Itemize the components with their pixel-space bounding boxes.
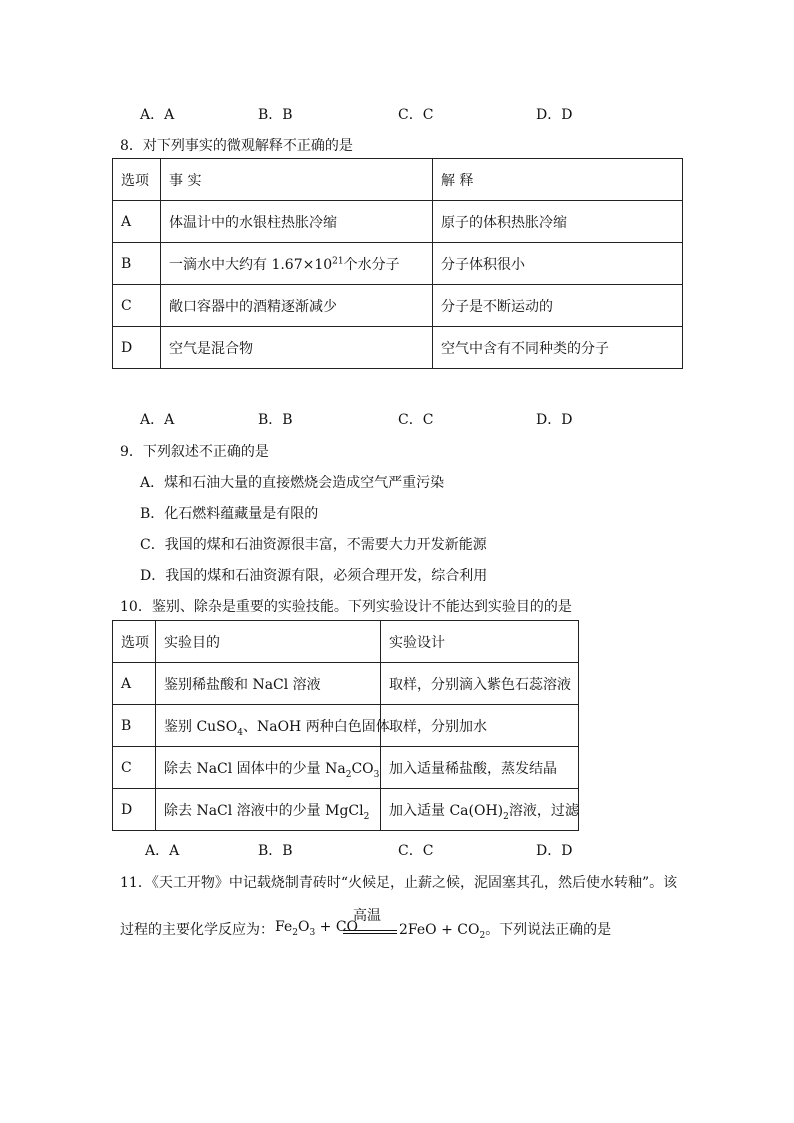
reactant-fe: Fe xyxy=(275,919,293,935)
row-design: 加入适量稀盐酸，蒸发结晶 xyxy=(381,747,579,789)
header-goal: 实验目的 xyxy=(156,621,381,663)
table-row xyxy=(113,243,683,285)
reaction-condition: 高温 xyxy=(353,908,381,924)
reactant-co: + CO xyxy=(315,919,359,935)
options-row-q7 xyxy=(0,104,794,124)
goal-text-end: 、NaOH 两种白色固体 xyxy=(242,718,390,735)
subscript: 3 xyxy=(373,769,380,780)
subscript: 2 xyxy=(503,811,509,822)
header-option: 选项 xyxy=(113,621,156,663)
table-row xyxy=(113,663,579,705)
row-option: C xyxy=(113,285,161,327)
products-text: 2FeO + CO xyxy=(399,922,480,938)
row-explain: 分子体积很小 xyxy=(433,243,683,285)
subscript: 4 xyxy=(237,727,243,738)
row-option: A xyxy=(113,201,161,243)
row-design: 取样，分别滴入紫色石蕊溶液 xyxy=(381,663,579,705)
subscript: 2 xyxy=(292,927,298,938)
header-explain: 解 释 xyxy=(433,159,683,201)
option-a[interactable]: A．A xyxy=(145,843,180,859)
row-fact: 敞口容器中的酒精逐渐减少 xyxy=(161,285,433,327)
subscript: 3 xyxy=(309,927,316,938)
header-design: 实验设计 xyxy=(381,621,579,663)
row-option: D xyxy=(113,327,161,369)
option-a[interactable]: A．A xyxy=(140,412,175,428)
subscript: 2 xyxy=(363,811,370,822)
table-row xyxy=(113,747,579,789)
q9-choice-b[interactable]: B．化石燃料蕴藏量是有限的 xyxy=(140,506,319,522)
goal-text: 除去 NaCl 溶液中的少量 MgCl xyxy=(164,802,364,819)
table-row xyxy=(113,705,579,747)
chemical-equation xyxy=(275,905,612,945)
q8-table xyxy=(112,158,683,369)
table-header-row xyxy=(113,621,579,663)
table-row xyxy=(113,285,683,327)
option-d[interactable]: D．D xyxy=(536,107,573,123)
design-text: 加入适量 Ca(OH) xyxy=(389,802,504,819)
option-b[interactable]: B．B xyxy=(258,107,293,123)
row-explain: 空气中含有不同种类的分子 xyxy=(433,327,683,369)
row-explain: 原子的体积热胀冷缩 xyxy=(433,201,683,243)
q8-stem: 8．对下列事实的微观解释不正确的是 xyxy=(120,138,353,154)
option-c[interactable]: C．C xyxy=(398,843,434,859)
row-option: C xyxy=(113,747,156,789)
fact-text-end: 个水分子 xyxy=(343,256,400,273)
q9-choice-a[interactable]: A．煤和石油大量的直接燃烧会造成空气严重污染 xyxy=(140,475,445,491)
option-a[interactable]: A．A xyxy=(140,107,175,123)
q11-stem-prefix: 过程的主要化学反应为： xyxy=(120,922,274,938)
row-goal xyxy=(156,705,390,747)
q9-choice-c[interactable]: C．我国的煤和石油资源很丰富，不需要大力开发新能源 xyxy=(140,537,487,553)
row-option: B xyxy=(113,243,161,285)
q11-stem-line1: 11．《天工开物》中记载烧制青砖时“火候足，止薪之候，泥固塞其孔，然后使水转釉”。该 xyxy=(120,875,678,891)
q10-table xyxy=(112,620,579,831)
header-option: 选项 xyxy=(113,159,161,201)
equation-reactants xyxy=(275,919,359,938)
row-option: D xyxy=(113,789,156,831)
subscript: 2 xyxy=(345,769,352,780)
row-option: A xyxy=(113,663,156,705)
fact-text: 一滴水中大约有 1.67×10 xyxy=(169,256,333,273)
q10-options xyxy=(0,840,794,860)
row-goal xyxy=(156,789,381,831)
row-fact: 体温计中的水银柱热胀冷缩 xyxy=(161,201,433,243)
goal-text: 鉴别 CuSO xyxy=(164,718,238,735)
row-option: B xyxy=(113,705,156,747)
q8-options xyxy=(0,409,794,429)
option-c[interactable]: C．C xyxy=(398,107,434,123)
header-fact: 事 实 xyxy=(161,159,433,201)
goal-text-mid: CO xyxy=(351,760,374,777)
exponent: 21 xyxy=(332,255,344,266)
q9-stem: 9．下列叙述不正确的是 xyxy=(120,444,269,460)
option-b[interactable]: B．B xyxy=(258,412,293,428)
q10-stem: 10．鉴别、除杂是重要的实验技能。下列实验设计不能达到实验目的的是 xyxy=(120,599,572,615)
row-explain: 分子是不断运动的 xyxy=(433,285,683,327)
reactant-o: O xyxy=(297,919,310,935)
row-design xyxy=(381,789,579,831)
goal-text: 除去 NaCl 固体中的少量 Na xyxy=(164,760,346,777)
equation-products xyxy=(399,919,611,939)
option-c[interactable]: C．C xyxy=(398,412,434,428)
row-design: 取样，分别加水 xyxy=(381,705,579,747)
design-text-end: 溶液，过滤 xyxy=(508,802,579,819)
row-fact: 空气是混合物 xyxy=(161,327,433,369)
q9-choice-d[interactable]: D．我国的煤和石油资源有限，必须合理开发，综合利用 xyxy=(140,568,488,584)
option-d[interactable]: D．D xyxy=(536,412,573,428)
table-row xyxy=(113,201,683,243)
q11-stem-suffix: 。下列说法正确的是 xyxy=(485,922,612,938)
option-d[interactable]: D．D xyxy=(536,843,573,859)
row-fact xyxy=(161,243,433,285)
row-goal xyxy=(156,747,381,789)
table-row xyxy=(113,327,683,369)
option-b[interactable]: B．B xyxy=(258,843,293,859)
subscript: 2 xyxy=(479,930,486,941)
table-header-row xyxy=(113,159,683,201)
table-row xyxy=(113,789,579,831)
row-goal: 鉴别稀盐酸和 NaCl 溶液 xyxy=(156,663,381,705)
